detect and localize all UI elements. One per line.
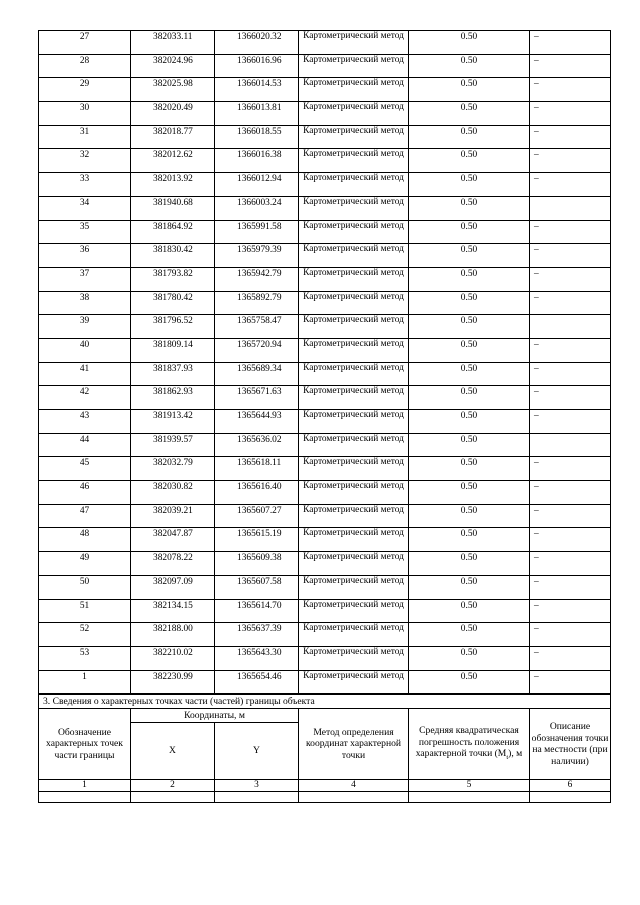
table-row: [39, 646, 611, 670]
table-row: [39, 504, 611, 528]
section3-title: 3. Сведения о характерных точках части (частей) границы объекта: [39, 695, 611, 709]
method-cell: Картометрический метод: [299, 386, 409, 410]
coord-y: 1365689.34: [215, 362, 299, 386]
description-cell: –: [530, 149, 611, 173]
document-page: [38, 30, 610, 803]
table-row: [39, 457, 611, 481]
column-number: 6: [530, 780, 611, 792]
table-row: [39, 338, 611, 362]
error-cell: 0.50: [409, 552, 530, 576]
method-cell: Картометрический метод: [299, 220, 409, 244]
description-cell: –: [530, 220, 611, 244]
point-number: 39: [39, 315, 131, 339]
error-cell: 0.50: [409, 623, 530, 647]
section3-table: [38, 694, 611, 803]
method-cell: Картометрический метод: [299, 149, 409, 173]
description-cell: –: [530, 504, 611, 528]
table-row: [39, 267, 611, 291]
error-cell: 0.50: [409, 433, 530, 457]
error-cell: 0.50: [409, 54, 530, 78]
method-cell: Картометрический метод: [299, 338, 409, 362]
coord-y: 1365618.11: [215, 457, 299, 481]
table-row: [39, 410, 611, 434]
description-cell: –: [530, 528, 611, 552]
description-cell: –: [530, 31, 611, 55]
method-cell: Картометрический метод: [299, 267, 409, 291]
method-cell: Картометрический метод: [299, 575, 409, 599]
coord-y: 1365654.46: [215, 670, 299, 694]
error-cell: 0.50: [409, 220, 530, 244]
coord-x: 381793.82: [131, 267, 215, 291]
error-cell: 0.50: [409, 575, 530, 599]
description-cell: –: [530, 481, 611, 505]
coord-x: 381780.42: [131, 291, 215, 315]
table-row: [39, 149, 611, 173]
coord-y: 1366012.94: [215, 173, 299, 197]
boundary-points-table: [38, 30, 611, 694]
coord-y: 1365643.30: [215, 646, 299, 670]
header-y: Y: [215, 723, 299, 780]
coord-x: 382078.22: [131, 552, 215, 576]
header-coordinates: Координаты, м: [131, 709, 299, 723]
error-cell: 0.50: [409, 504, 530, 528]
coord-y: 1366020.32: [215, 31, 299, 55]
method-cell: Картометрический метод: [299, 291, 409, 315]
description-cell: –: [530, 338, 611, 362]
point-number: 37: [39, 267, 131, 291]
coord-x: 382188.00: [131, 623, 215, 647]
point-number: 29: [39, 78, 131, 102]
column-number: 5: [409, 780, 530, 792]
coord-y: 1365615.19: [215, 528, 299, 552]
header-point-designation: Обозначение характерных точек части границы: [39, 709, 131, 780]
table-row: [39, 125, 611, 149]
error-cell: 0.50: [409, 149, 530, 173]
table-row: [39, 362, 611, 386]
description-cell: –: [530, 599, 611, 623]
method-cell: Картометрический метод: [299, 78, 409, 102]
coord-y: 1366016.38: [215, 149, 299, 173]
point-number: 53: [39, 646, 131, 670]
error-cell: 0.50: [409, 291, 530, 315]
coord-y: 1365607.27: [215, 504, 299, 528]
coord-y: 1365609.38: [215, 552, 299, 576]
error-cell: 0.50: [409, 173, 530, 197]
coord-x: 381809.14: [131, 338, 215, 362]
error-cell: 0.50: [409, 267, 530, 291]
error-cell: 0.50: [409, 102, 530, 126]
coord-x: 381796.52: [131, 315, 215, 339]
description-cell: –: [530, 173, 611, 197]
point-number: 44: [39, 433, 131, 457]
method-cell: Картометрический метод: [299, 125, 409, 149]
coord-x: 382230.99: [131, 670, 215, 694]
method-cell: Картометрический метод: [299, 196, 409, 220]
coord-y: 1366003.24: [215, 196, 299, 220]
empty-cell: [299, 792, 409, 803]
method-cell: Картометрический метод: [299, 552, 409, 576]
error-cell: 0.50: [409, 196, 530, 220]
method-cell: Картометрический метод: [299, 362, 409, 386]
method-cell: Картометрический метод: [299, 599, 409, 623]
coord-x: 381939.57: [131, 433, 215, 457]
table-row: [39, 528, 611, 552]
coord-x: 382039.21: [131, 504, 215, 528]
header-method: Метод определения координат характерной точки: [299, 709, 409, 780]
method-cell: Картометрический метод: [299, 31, 409, 55]
point-number: 47: [39, 504, 131, 528]
description-cell: [530, 196, 611, 220]
coord-y: 1365637.39: [215, 623, 299, 647]
coord-x: 381837.93: [131, 362, 215, 386]
table-row: [39, 78, 611, 102]
error-cell: 0.50: [409, 599, 530, 623]
table-row: [39, 670, 611, 694]
header-x: X: [131, 723, 215, 780]
description-cell: –: [530, 291, 611, 315]
method-cell: Картометрический метод: [299, 102, 409, 126]
column-number: 1: [39, 780, 131, 792]
table-row: [39, 102, 611, 126]
description-cell: –: [530, 646, 611, 670]
method-cell: Картометрический метод: [299, 457, 409, 481]
header-error-text: Средняя квадратическая погрешность положения характерной точки (M: [415, 724, 520, 760]
coord-x: 382013.92: [131, 173, 215, 197]
error-cell: 0.50: [409, 386, 530, 410]
coord-x: 382018.77: [131, 125, 215, 149]
point-number: 45: [39, 457, 131, 481]
description-cell: –: [530, 410, 611, 434]
coord-x: 382033.11: [131, 31, 215, 55]
coord-y: 1365892.79: [215, 291, 299, 315]
point-number: 48: [39, 528, 131, 552]
point-number: 33: [39, 173, 131, 197]
table-row: [39, 244, 611, 268]
point-number: 32: [39, 149, 131, 173]
table-row: [39, 481, 611, 505]
point-number: 1: [39, 670, 131, 694]
description-cell: –: [530, 102, 611, 126]
point-number: 35: [39, 220, 131, 244]
table-row: [39, 552, 611, 576]
error-cell: 0.50: [409, 410, 530, 434]
point-number: 38: [39, 291, 131, 315]
column-number: 3: [215, 780, 299, 792]
coord-x: 382097.09: [131, 575, 215, 599]
coord-x: 381830.42: [131, 244, 215, 268]
description-cell: [530, 433, 611, 457]
point-number: 28: [39, 54, 131, 78]
point-number: 49: [39, 552, 131, 576]
coord-y: 1365720.94: [215, 338, 299, 362]
error-cell: 0.50: [409, 338, 530, 362]
header-description: Описание обозначения точки на местности (при наличии): [530, 709, 611, 780]
description-cell: –: [530, 78, 611, 102]
method-cell: Картометрический метод: [299, 481, 409, 505]
table-row: [39, 291, 611, 315]
error-cell: 0.50: [409, 31, 530, 55]
description-cell: –: [530, 623, 611, 647]
point-number: 43: [39, 410, 131, 434]
point-number: 30: [39, 102, 131, 126]
point-number: 41: [39, 362, 131, 386]
coord-x: 382134.15: [131, 599, 215, 623]
coord-x: 382024.96: [131, 54, 215, 78]
description-cell: –: [530, 54, 611, 78]
error-cell: 0.50: [409, 362, 530, 386]
coord-y: 1365671.63: [215, 386, 299, 410]
error-cell: 0.50: [409, 528, 530, 552]
coord-x: 382025.98: [131, 78, 215, 102]
empty-cell: [530, 792, 611, 803]
method-cell: Картометрический метод: [299, 244, 409, 268]
coord-y: 1366016.96: [215, 54, 299, 78]
coord-y: 1366013.81: [215, 102, 299, 126]
description-cell: –: [530, 267, 611, 291]
description-cell: [530, 315, 611, 339]
coord-y: 1365616.40: [215, 481, 299, 505]
header-error: [409, 709, 530, 780]
table-row: [39, 386, 611, 410]
empty-cell: [39, 792, 131, 803]
coord-y: 1366014.53: [215, 78, 299, 102]
empty-cell: [215, 792, 299, 803]
point-number: 36: [39, 244, 131, 268]
point-number: 27: [39, 31, 131, 55]
error-cell: 0.50: [409, 457, 530, 481]
description-cell: –: [530, 244, 611, 268]
coord-x: 381940.68: [131, 196, 215, 220]
coord-y: 1365758.47: [215, 315, 299, 339]
coord-x: 382032.79: [131, 457, 215, 481]
column-number: 2: [131, 780, 215, 792]
table-row: [39, 31, 611, 55]
description-cell: –: [530, 125, 611, 149]
point-number: 34: [39, 196, 131, 220]
point-number: 42: [39, 386, 131, 410]
point-number: 52: [39, 623, 131, 647]
error-cell: 0.50: [409, 670, 530, 694]
point-number: 40: [39, 338, 131, 362]
coord-y: 1365644.93: [215, 410, 299, 434]
coord-y: 1365614.70: [215, 599, 299, 623]
coord-x: 381913.42: [131, 410, 215, 434]
table-row: [39, 173, 611, 197]
error-cell: 0.50: [409, 125, 530, 149]
method-cell: Картометрический метод: [299, 54, 409, 78]
error-cell: 0.50: [409, 481, 530, 505]
table-row: [39, 623, 611, 647]
coord-y: 1366018.55: [215, 125, 299, 149]
header-error-sub: t: [506, 754, 509, 761]
method-cell: Картометрический метод: [299, 670, 409, 694]
coord-y: 1365979.39: [215, 244, 299, 268]
coord-x: 382030.82: [131, 481, 215, 505]
method-cell: Картометрический метод: [299, 646, 409, 670]
description-cell: –: [530, 386, 611, 410]
error-cell: 0.50: [409, 646, 530, 670]
table-row: [39, 599, 611, 623]
coord-x: 382047.87: [131, 528, 215, 552]
method-cell: Картометрический метод: [299, 410, 409, 434]
table-row: [39, 433, 611, 457]
description-cell: –: [530, 457, 611, 481]
table-row: [39, 315, 611, 339]
method-cell: Картометрический метод: [299, 623, 409, 647]
error-cell: 0.50: [409, 244, 530, 268]
point-number: 51: [39, 599, 131, 623]
table-row: [39, 196, 611, 220]
point-number: 46: [39, 481, 131, 505]
table-row: [39, 220, 611, 244]
point-number: 50: [39, 575, 131, 599]
empty-cell: [409, 792, 530, 803]
description-cell: –: [530, 670, 611, 694]
empty-cell: [131, 792, 215, 803]
error-cell: 0.50: [409, 78, 530, 102]
method-cell: Картометрический метод: [299, 504, 409, 528]
method-cell: Картометрический метод: [299, 433, 409, 457]
coord-x: 381862.93: [131, 386, 215, 410]
coord-y: 1365991.58: [215, 220, 299, 244]
column-number: 4: [299, 780, 409, 792]
method-cell: Картометрический метод: [299, 173, 409, 197]
header-error-tail: ), м: [508, 748, 523, 760]
description-cell: –: [530, 362, 611, 386]
point-number: 31: [39, 125, 131, 149]
coord-y: 1365942.79: [215, 267, 299, 291]
description-cell: –: [530, 552, 611, 576]
method-cell: Картометрический метод: [299, 315, 409, 339]
coord-x: 382210.02: [131, 646, 215, 670]
coord-y: 1365607.58: [215, 575, 299, 599]
coord-y: 1365636.02: [215, 433, 299, 457]
coord-x: 382012.62: [131, 149, 215, 173]
method-cell: Картометрический метод: [299, 528, 409, 552]
coord-x: 381864.92: [131, 220, 215, 244]
coord-x: 382020.49: [131, 102, 215, 126]
error-cell: 0.50: [409, 315, 530, 339]
table-row: [39, 54, 611, 78]
description-cell: –: [530, 575, 611, 599]
table-row: [39, 575, 611, 599]
